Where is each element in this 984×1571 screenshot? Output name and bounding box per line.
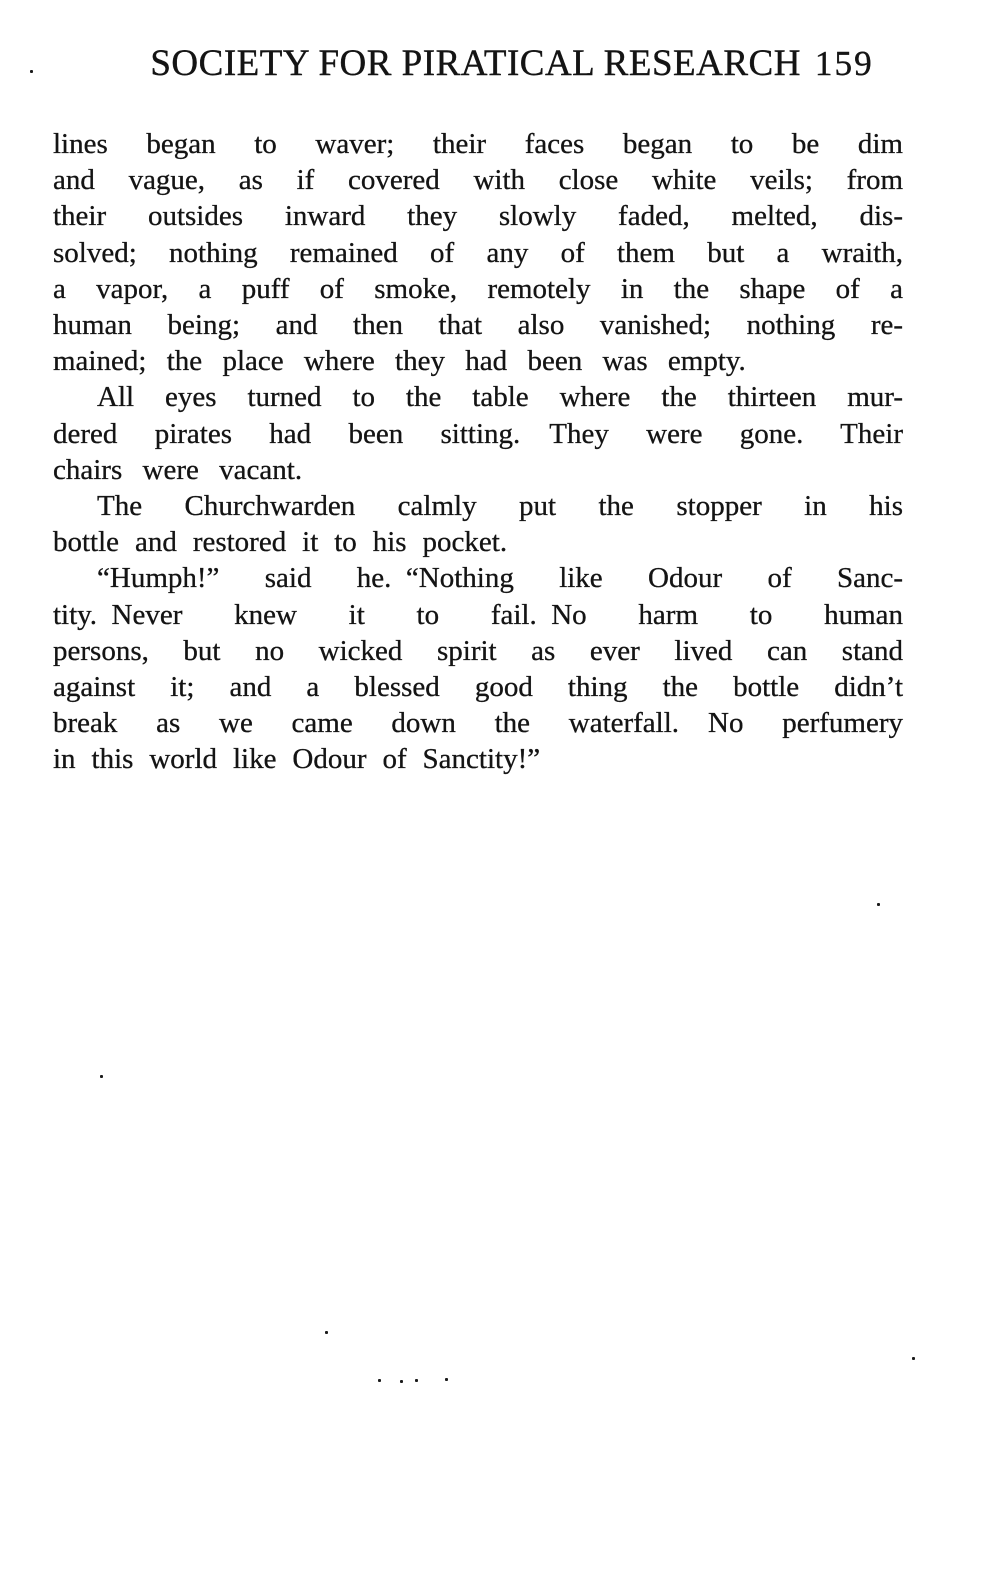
text-line: persons, but no wicked spirit as ever lived can stand — [53, 634, 903, 667]
text-line: in this world like Odour of Sanctity!” — [53, 743, 541, 776]
text-line: a vapor, a puff of smoke, remotely in the shape of a — [53, 272, 903, 305]
page-number: 159 — [814, 44, 874, 83]
body-text — [53, 126, 903, 778]
scan-speck — [912, 1357, 915, 1360]
scan-speck — [325, 1331, 328, 1334]
text-line: All eyes turned to the table where the thirteen mur- — [97, 381, 903, 414]
chapter-title: SOCIETY FOR PIRATICAL RESEARCH — [150, 43, 801, 84]
text-line: mained; the place where they had been was empty. — [53, 345, 746, 378]
scan-speck — [400, 1380, 403, 1383]
scan-speck — [30, 70, 33, 73]
text-line: solved; nothing remained of any of them but a wraith, — [53, 236, 903, 269]
running-header — [53, 42, 903, 86]
text-line: The Churchwarden calmly put the stopper in his — [97, 490, 903, 523]
text-line: dered pirates had been sitting. They were gone. Their — [53, 417, 903, 450]
text-line: break as we came down the waterfall. No perfumery — [53, 707, 903, 740]
text-line: tity. Never knew it to fail. No harm to human — [53, 598, 903, 631]
text-line: bottle and restored it to his pocket. — [53, 526, 508, 559]
text-line: and vague, as if covered with close white veils; from — [53, 164, 903, 197]
text-line: their outsides inward they slowly faded, melted, dis- — [53, 200, 903, 233]
scan-speck — [378, 1379, 381, 1382]
scan-speck — [415, 1379, 418, 1382]
scan-speck — [877, 903, 880, 906]
scan-speck — [100, 1075, 103, 1078]
text-line: human being; and then that also vanished; nothing re- — [53, 309, 903, 342]
text-line: against it; and a blessed good thing the bottle didn’t — [53, 671, 903, 704]
text-line: chairs were vacant. — [53, 453, 303, 486]
text-line: “Humph!” said he. “Nothing like Odour of Sanc- — [97, 562, 903, 595]
text-line: lines began to waver; their faces began to be dim — [53, 128, 903, 160]
scan-speck — [445, 1378, 448, 1381]
